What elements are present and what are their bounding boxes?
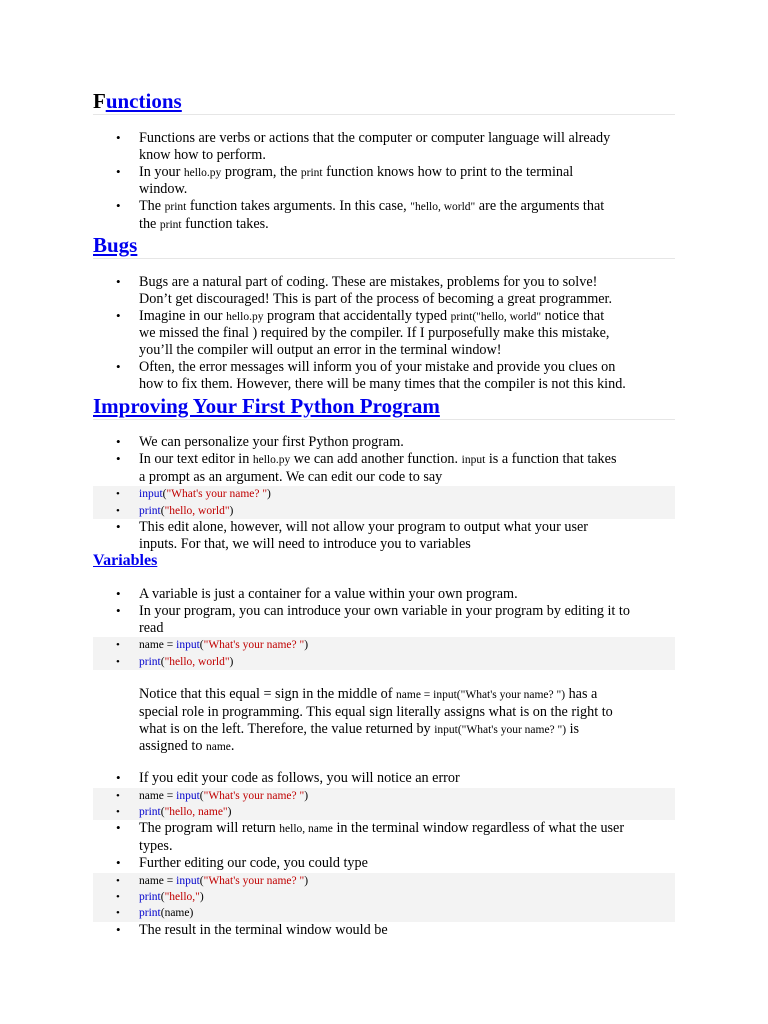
list-item: • We can personalize your first Python program. [93,434,675,451]
inline-code: hello.py [252,453,291,466]
text: This edit alone, however, will not allow your program to output what your user [139,518,589,535]
list-item [93,359,675,393]
text: we missed the final ) required by the compiler. If I purposefully make this mistake, [139,325,610,342]
text: how to fix them. However, there will be many times that the compiler is not this kind. [139,375,626,392]
code-punct: ( [162,488,167,501]
text: In our text editor in [139,450,253,467]
variables-list-1 [93,586,675,670]
code-line [93,637,675,653]
list-item [93,603,675,637]
text: Imagine in our [139,307,227,324]
text: function takes. [181,215,269,232]
text: special role in programming. This equal sign literally assigns what is on the right to [139,703,613,720]
text: you’ll the compiler will output an error in the terminal window! [139,342,502,359]
improving-heading[interactable]: Improving Your First Python Program [93,394,675,420]
list-item: • The result in the terminal window would be [93,922,675,939]
code-function: input [176,639,200,652]
code-line [93,788,675,804]
code-string: "hello, world" [164,504,230,517]
code-punct: ) [304,789,309,802]
code-function: print [139,806,161,819]
inline-code: name [206,741,231,754]
list-item: • If you edit your code as follows, you will notice an error [93,770,675,787]
list-item [93,164,675,199]
code-punct: ) [229,504,234,517]
list-item [93,130,675,164]
code-function: print [139,907,161,920]
list-item [93,308,675,359]
text: In your [139,163,184,180]
code-punct: ) [267,488,271,501]
variables-heading[interactable]: Variables [93,552,158,569]
code-text: name [164,907,190,920]
functions-heading[interactable] [93,89,675,115]
code-string: "hello, world" [164,655,230,668]
code-string: "hello," [164,891,200,904]
code-string: "hello, name" [164,806,228,819]
inline-code: print [164,201,187,214]
improving-list [93,434,675,553]
text: we can add another function. [290,450,462,467]
code-punct: ( [160,655,165,668]
list-item [93,451,675,486]
text: what is on the left. Therefore, the value returned by [139,720,435,737]
inline-code: print("hello, world" [450,310,542,323]
list-item [93,274,675,308]
text: Notice that this equal = sign in the middle of [139,686,397,702]
list-item: • Further editing our code, you could type [93,855,675,872]
code-text: name = [139,874,177,887]
inline-code: "hello, world" [410,201,476,214]
text: Often, the error messages will inform you of your mistake and provide you clues on [139,358,616,375]
text: Functions are verbs or actions that the computer or computer language will already [139,130,611,146]
inline-code: hello.py [183,166,222,179]
code-punct: ( [160,504,165,517]
code-punct: ( [199,639,204,652]
code-line [93,873,675,889]
text: inputs. For that, we will need to introduce you to variables [139,535,471,552]
inline-code: hello, name [279,823,333,836]
text: . [230,738,235,755]
functions-heading-link[interactable]: unctions [105,89,182,113]
text: Bugs are a natural part of coding. These are mistakes, problems for you to solve! [139,274,598,290]
code-line [93,654,675,670]
code-line [93,804,675,820]
inline-code: input("What's your name? ") [434,723,567,736]
code-punct: ( [160,806,165,819]
code-string: "What's your name? " [203,874,305,887]
code-punct: ) [229,655,234,668]
inline-code: print [159,218,182,231]
list-item [93,519,675,553]
code-punct: ) [304,639,309,652]
text: In your program, you can introduce your own variable in your program by editing it to [139,602,630,619]
inline-code: input [461,453,486,466]
code-function: input [176,874,200,887]
code-punct: ( [199,874,204,887]
text: Don’t get discouraged! This is part of the process of becoming a great programmer. [139,290,613,307]
text: read [139,619,164,636]
code-punct: ) [304,874,309,887]
text: The [139,198,165,215]
list-item: • A variable is just a container for a value within your own program. [93,586,675,603]
code-punct: ( [160,907,165,920]
code-line [93,905,675,921]
code-line [93,503,675,519]
code-function: print [139,655,161,668]
text: in the terminal window regardless of what the user [332,820,625,837]
variables-paragraph [93,686,675,756]
code-line [93,486,675,502]
code-function: print [139,891,161,904]
text: the [139,215,160,232]
text: types. [139,838,173,855]
text: is a function that takes [485,450,617,467]
list-item [93,820,675,855]
functions-heading-first-letter: F [93,89,106,113]
code-function: input [176,789,200,802]
code-function: print [139,504,161,517]
bugs-list [93,274,675,393]
text: has a [565,686,598,702]
text: window. [139,181,188,198]
variables-list-2 [93,770,675,938]
code-string: "What's your name? " [203,639,305,652]
text: program that accidentally typed [263,307,451,324]
list-item [93,198,675,234]
bugs-heading[interactable]: Bugs [93,233,675,259]
text: know how to perform. [139,146,266,163]
text: The program will return [139,820,280,837]
code-text: name = [139,639,177,652]
text: function takes arguments. In this case, [186,198,411,215]
text: notice that [541,307,605,324]
text: function knows how to print to the terminal [322,163,574,180]
code-line [93,889,675,905]
functions-list [93,130,675,234]
code-punct: ( [199,789,204,802]
inline-code: hello.py [226,310,264,323]
code-punct: ) [199,891,204,904]
text: a prompt as an argument. We can edit our code to say [139,468,443,485]
code-punct: ( [160,891,165,904]
code-punct: ) [189,907,194,920]
inline-code: name = input("What's your name? ") [396,689,566,701]
text: are the arguments that [475,198,605,215]
code-text: name = [139,789,177,802]
code-string: "What's your name? " [203,789,305,802]
code-punct: ) [227,806,232,819]
inline-code: print [300,166,323,179]
text: assigned to [139,738,206,755]
text: program, the [221,163,301,180]
code-string: "What's your name? " [166,488,268,501]
code-function: input [139,488,163,501]
text: is [566,720,580,737]
